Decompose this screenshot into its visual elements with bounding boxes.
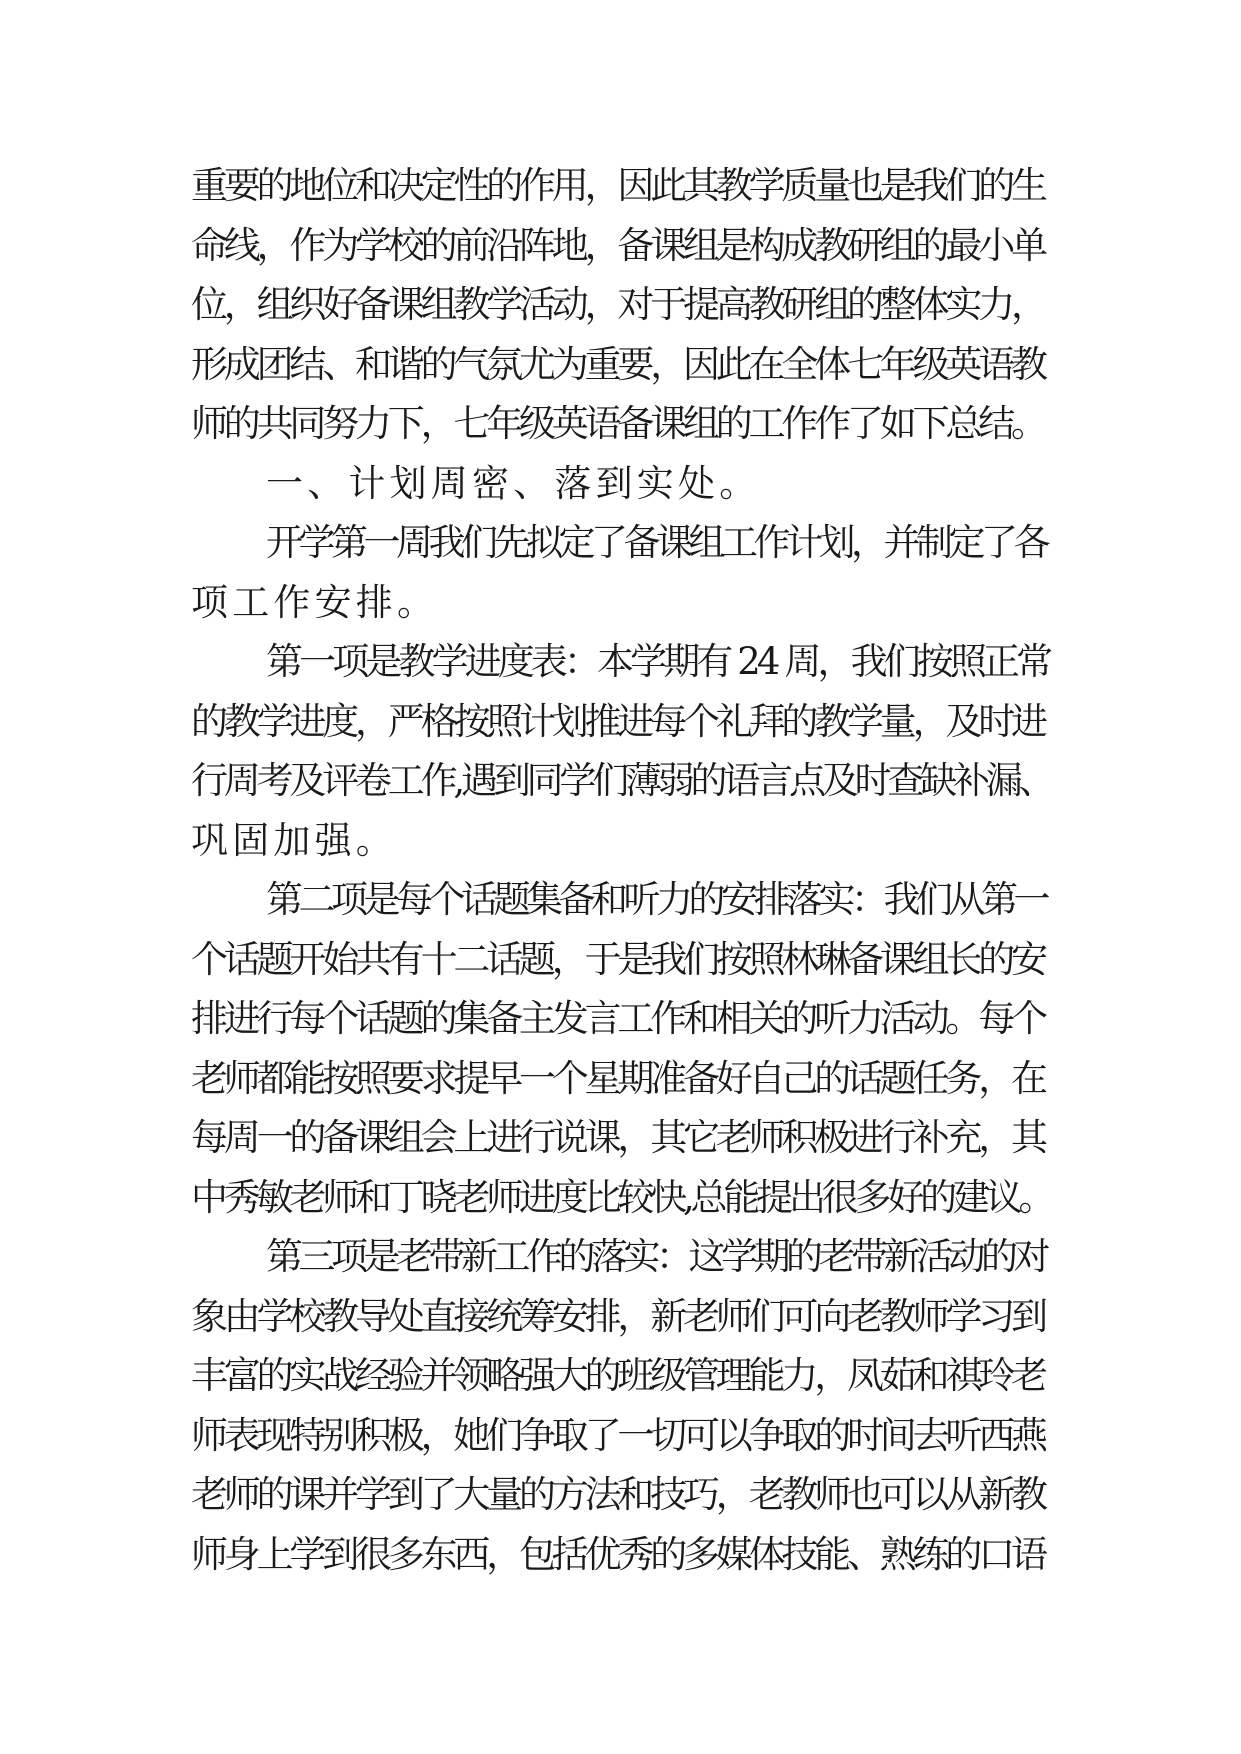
text-line: 每周一的备课组会上进行说课，其它老师积极进行补充，其: [191, 1116, 1044, 1159]
text-line: 形成团结、和谐的气氛尤为重要，因此在全体七年级英语教: [191, 342, 1044, 386]
text-line: 老师的课并学到了大量的方法和技巧，老教师也可以从新教: [191, 1473, 1044, 1516]
text-line: 第三项是老带新工作的落实：这学期的老带新活动的对: [266, 1235, 1046, 1278]
text-line: 项工作安排。: [191, 580, 439, 624]
text-line: 中秀敏老师和丁晓老师进度比较快,总能提出很多好的建议。: [191, 1175, 1052, 1219]
text-line: 位，组织好备课组教学活动，对于提高教研组的整体实力，: [191, 283, 1044, 326]
text-line: 第二项是每个话题集备和听力的安排落实：我们从第一: [266, 878, 1046, 921]
paragraph: [191, 156, 1051, 454]
text-line: 命线，作为学校的前沿阵地，备课组是构成教研组的最小单: [191, 223, 1044, 267]
text-line: 师的共同努力下，七年级英语备课组的工作作了如下总结。: [191, 402, 1044, 445]
document-body: [191, 156, 1051, 1584]
text-line: 师表现特别积极，她们争取了一切可以争取的时间去听西燕: [191, 1413, 1044, 1457]
text-line: 开学第一周我们先拟定了备课组工作计划，并制定了各: [266, 521, 1046, 564]
paragraph: [191, 632, 1051, 870]
text-line: 个话题开始共有十二话题，于是我们按照林琳备课组长的安: [191, 937, 1044, 981]
text-line: 的教学进度，严格按照计划推进每个礼拜的教学量，及时进: [191, 699, 1044, 743]
text-line: 行周考及评卷工作,遇到同学们薄弱的语言点及时查缺补漏、: [191, 759, 1052, 802]
paragraph: [191, 513, 1051, 632]
text-line: 重要的地位和决定性的作用，因此其教学质量也是我们的生: [191, 164, 1044, 207]
paragraph: [191, 454, 1051, 514]
text-line: 象由学校教导处直接统筹安排，新老师们可向老教师学习到: [191, 1294, 1044, 1338]
text-line: 丰富的实战经验并领略强大的班级管理能力，凤茹和祺玲老: [191, 1354, 1044, 1397]
text-line: 第一项是教学进度表：本学期有 24 周，我们按照正常: [266, 640, 1050, 683]
text-line: 排进行每个话题的集备主发言工作和相关的听力活动。每个: [191, 997, 1044, 1040]
text-line: 老师都能按照要求提早一个星期准备好自己的话题任务，在: [191, 1056, 1044, 1100]
paragraph: [191, 870, 1051, 1227]
text-line: 一、计划周密、落到实处。: [266, 461, 761, 505]
paragraph: [191, 1227, 1051, 1584]
text-line: 巩固加强。: [191, 818, 397, 862]
text-line: 师身上学到很多东西，包括优秀的多媒体技能、熟练的口语: [191, 1532, 1044, 1576]
